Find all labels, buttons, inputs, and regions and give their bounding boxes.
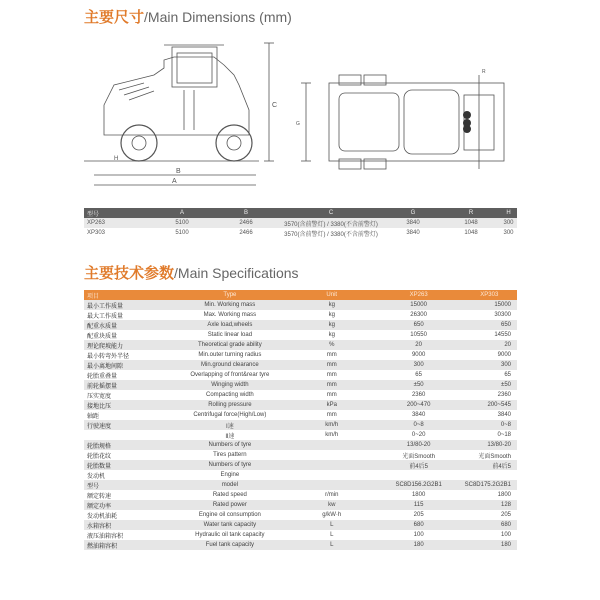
cell: Compacting width bbox=[206, 392, 254, 398]
table-row bbox=[84, 430, 517, 440]
cell: kw bbox=[288, 500, 376, 510]
cell: 180 bbox=[462, 540, 517, 550]
cell: mm bbox=[326, 352, 337, 358]
label-b: B bbox=[176, 168, 181, 175]
cell: Hydraulic oil tank capacity bbox=[195, 532, 265, 538]
cell: 5100 bbox=[150, 218, 214, 228]
cell: Rated speed bbox=[212, 492, 247, 498]
cell: 3840 bbox=[406, 230, 420, 236]
cell: 轮胎数量 bbox=[84, 460, 172, 470]
cell: 最小工作质量 bbox=[84, 300, 172, 310]
cell: 650 bbox=[462, 320, 517, 330]
cell: 200~470 bbox=[376, 400, 462, 410]
top-view-drawing bbox=[301, 75, 504, 169]
cell: 10550 bbox=[410, 332, 427, 338]
dimensions-table bbox=[84, 208, 517, 238]
cell: 型号 bbox=[84, 480, 172, 490]
cell: 9000 bbox=[497, 352, 511, 358]
cell: 300 bbox=[462, 360, 517, 370]
cell: Theoretical grade ability bbox=[172, 340, 288, 350]
cell: 配重水质量 bbox=[84, 320, 172, 330]
specs-title bbox=[84, 262, 299, 283]
table-row bbox=[84, 410, 517, 420]
cell: r/min bbox=[325, 492, 339, 498]
cell: 轴距 bbox=[87, 413, 100, 420]
cell: 水箱容积 bbox=[84, 520, 172, 530]
table-row bbox=[84, 400, 517, 410]
cell: kg bbox=[328, 332, 335, 338]
dim-header-g: G bbox=[384, 208, 442, 218]
dimensions-title-cn: 主要尺寸 bbox=[84, 9, 145, 26]
cell: Tires pattern bbox=[213, 452, 247, 458]
cell: Ⅱ速 bbox=[225, 433, 235, 440]
cell bbox=[288, 450, 376, 460]
cell: 30300 bbox=[494, 312, 511, 318]
cell: SC8D175.2G2B1 bbox=[462, 480, 517, 490]
cell: Max. Working mass bbox=[203, 312, 257, 318]
cell: 15000 bbox=[376, 300, 462, 310]
dimensions-title-en: /Main Dimensions (mm) bbox=[144, 9, 292, 25]
cell: 13/80-20 bbox=[462, 440, 517, 450]
specs-table bbox=[84, 290, 517, 550]
cell: 1800 bbox=[411, 492, 426, 498]
cell: 额定转速 bbox=[87, 493, 112, 500]
cell: Overlapping of front&rear tyre bbox=[190, 372, 270, 378]
cell: SC8D156.2G2B1 bbox=[376, 480, 462, 490]
table-row bbox=[84, 420, 517, 430]
cell: 300 bbox=[503, 230, 514, 236]
cell: km/h bbox=[325, 432, 339, 438]
cell: 3570(含前警灯) / 3380(不含前警灯) bbox=[278, 218, 384, 228]
label-r: R bbox=[482, 69, 486, 75]
cell: 最小离地间隙 bbox=[84, 360, 172, 370]
cell: 205 bbox=[413, 512, 424, 518]
table-row bbox=[84, 390, 517, 400]
cell: Numbers of tyre bbox=[172, 440, 288, 450]
dimensions-title bbox=[84, 6, 292, 27]
cell: 压实宽度 bbox=[87, 393, 112, 400]
cell: Min. Working mass bbox=[172, 300, 288, 310]
cell: 115 bbox=[376, 500, 462, 510]
table-row bbox=[84, 520, 517, 530]
cell: Fuel tank capacity bbox=[172, 540, 288, 550]
cell: Min.outer turning radius bbox=[198, 352, 262, 358]
cell: mm bbox=[326, 392, 337, 398]
cell: 2360 bbox=[411, 392, 426, 398]
cell: 9000 bbox=[411, 352, 426, 358]
table-row bbox=[84, 440, 517, 450]
cell: mm bbox=[326, 412, 337, 418]
cell: 0~8 bbox=[376, 420, 462, 430]
table-row bbox=[84, 540, 517, 550]
cell: 前4后5 bbox=[462, 460, 517, 470]
cell: 最小转弯外半径 bbox=[87, 353, 130, 360]
cell: mm bbox=[288, 380, 376, 390]
table-row bbox=[84, 380, 517, 390]
cell: 轮胎规格 bbox=[84, 440, 172, 450]
spec-header-item: 项目 bbox=[84, 290, 172, 300]
table-row bbox=[84, 310, 517, 320]
cell: 燃油箱容积 bbox=[84, 540, 172, 550]
table-row bbox=[84, 460, 517, 470]
cell: 13/80-20 bbox=[376, 440, 462, 450]
cell: 光面Smooth bbox=[402, 453, 435, 460]
cell: 14550 bbox=[494, 332, 511, 338]
cell: 接地比压 bbox=[84, 400, 172, 410]
cell: 配重块质量 bbox=[87, 333, 118, 340]
cell: 100 bbox=[500, 532, 511, 538]
cell: 65 bbox=[415, 372, 422, 378]
side-view-drawing bbox=[84, 43, 274, 185]
cell: Water tank capacity bbox=[172, 520, 288, 530]
cell: L bbox=[330, 532, 334, 538]
cell: Winging width bbox=[172, 380, 288, 390]
cell: Centrifugal force(High/Low) bbox=[193, 412, 267, 418]
cell: 2466 bbox=[214, 218, 278, 228]
table-row bbox=[84, 490, 517, 500]
cell: 3840 bbox=[497, 412, 511, 418]
table-row bbox=[84, 470, 517, 480]
spec-header-type: Type bbox=[172, 290, 288, 300]
cell: 最大工作质量 bbox=[87, 313, 124, 320]
cell bbox=[376, 470, 462, 480]
cell bbox=[288, 440, 376, 450]
table-row bbox=[84, 300, 517, 310]
cell: 5100 bbox=[175, 230, 189, 236]
cell: kg bbox=[328, 312, 335, 318]
cell: 0~18 bbox=[497, 432, 511, 438]
cell: km/h bbox=[288, 420, 376, 430]
specs-title-cn: 主要技术参数 bbox=[84, 265, 175, 282]
cell: Engine bbox=[220, 472, 240, 478]
cell: 100 bbox=[413, 532, 424, 538]
cell: kg bbox=[288, 320, 376, 330]
cell: 200~545 bbox=[462, 400, 517, 410]
table-row bbox=[84, 218, 517, 228]
specs-title-en: /Main Specifications bbox=[174, 265, 299, 281]
cell: 128 bbox=[462, 500, 517, 510]
cell bbox=[462, 470, 517, 480]
cell: 20 bbox=[376, 340, 462, 350]
table-row bbox=[84, 228, 517, 238]
dim-header-a: A bbox=[150, 208, 214, 218]
table-row bbox=[84, 340, 517, 350]
cell: 15000 bbox=[462, 300, 517, 310]
cell: Ⅰ速 bbox=[172, 420, 288, 430]
cell: g/kW·h bbox=[322, 512, 342, 518]
cell: 轮胎重叠量 bbox=[87, 373, 118, 380]
cell: Static linear load bbox=[207, 332, 253, 338]
cell: 300 bbox=[376, 360, 462, 370]
cell: 26300 bbox=[410, 312, 427, 318]
cell: 3840 bbox=[384, 218, 442, 228]
table-row bbox=[84, 350, 517, 360]
cell: 液压油箱容积 bbox=[87, 533, 124, 540]
cell: 2466 bbox=[239, 230, 253, 236]
dim-header-r: R bbox=[442, 208, 500, 218]
table-row bbox=[84, 500, 517, 510]
cell: 0~20 bbox=[411, 432, 426, 438]
cell: 300 bbox=[500, 218, 517, 228]
cell: % bbox=[288, 340, 376, 350]
cell bbox=[288, 480, 376, 490]
table-row bbox=[84, 360, 517, 370]
label-c: C bbox=[272, 102, 278, 109]
cell: L bbox=[288, 540, 376, 550]
cell: 180 bbox=[376, 540, 462, 550]
cell bbox=[84, 430, 172, 440]
cell: ±50 bbox=[462, 380, 517, 390]
dim-header-b: B bbox=[214, 208, 278, 218]
cell: L bbox=[288, 520, 376, 530]
table-row bbox=[84, 530, 517, 540]
table-row bbox=[84, 330, 517, 340]
table-row bbox=[84, 480, 517, 490]
spec-header-xp263: XP263 bbox=[376, 290, 462, 300]
cell: 前轮摇摆量 bbox=[84, 380, 172, 390]
cell: XP263 bbox=[84, 218, 150, 228]
cell: Rolling pressure bbox=[172, 400, 288, 410]
cell bbox=[288, 460, 376, 470]
cell: 680 bbox=[376, 520, 462, 530]
cell: 680 bbox=[462, 520, 517, 530]
cell: 发动机油耗 bbox=[87, 513, 118, 520]
cell: 20 bbox=[462, 340, 517, 350]
cell: mm bbox=[326, 372, 337, 378]
specs-table-body bbox=[84, 300, 517, 550]
cell bbox=[288, 470, 376, 480]
cell: 前4后5 bbox=[376, 460, 462, 470]
cell: Numbers of tyre bbox=[172, 460, 288, 470]
cell: 1048 bbox=[442, 218, 500, 228]
cell: Rated power bbox=[172, 500, 288, 510]
cell: ±50 bbox=[376, 380, 462, 390]
cell: 额定功率 bbox=[84, 500, 172, 510]
cell: 205 bbox=[500, 512, 511, 518]
table-row bbox=[84, 320, 517, 330]
cell: 理论爬坡能力 bbox=[84, 340, 172, 350]
table-row bbox=[84, 510, 517, 520]
cell: 2360 bbox=[497, 392, 511, 398]
table-row bbox=[84, 370, 517, 380]
label-g: G bbox=[296, 121, 300, 127]
cell: 光面Smooth bbox=[478, 453, 511, 460]
cell: Min.ground clearance bbox=[172, 360, 288, 370]
spec-header-xp303: XP303 bbox=[462, 290, 517, 300]
table-row bbox=[84, 450, 517, 460]
cell: XP303 bbox=[87, 230, 106, 236]
spec-header-unit: Unit bbox=[288, 290, 376, 300]
cell: 3840 bbox=[411, 412, 426, 418]
wheel-mark-3 bbox=[463, 119, 471, 127]
cell: Engine oil consumption bbox=[198, 512, 261, 518]
cell: 65 bbox=[504, 372, 511, 378]
cell: 行驶速度 bbox=[84, 420, 172, 430]
cell: 650 bbox=[376, 320, 462, 330]
cell: 1800 bbox=[497, 492, 511, 498]
dim-header-model: 型号 bbox=[84, 208, 150, 218]
cell: mm bbox=[288, 360, 376, 370]
cell: Axle load,wheels bbox=[172, 320, 288, 330]
cell: 0~8 bbox=[462, 420, 517, 430]
label-h: H bbox=[114, 156, 119, 162]
cell: model bbox=[172, 480, 288, 490]
cell: 3570(含前警灯) / 3380(不含前警灯) bbox=[284, 231, 378, 238]
label-a: A bbox=[172, 178, 177, 185]
dim-header-c: C bbox=[278, 208, 384, 218]
cell: 1048 bbox=[464, 230, 478, 236]
dim-header-h: H bbox=[500, 208, 517, 218]
cell: kg bbox=[288, 300, 376, 310]
cell: kPa bbox=[288, 400, 376, 410]
wheel-mark-1 bbox=[463, 111, 471, 119]
cell: 发动机 bbox=[87, 473, 106, 480]
dimension-drawings bbox=[84, 35, 514, 195]
cell: 轮胎花纹 bbox=[87, 453, 112, 460]
